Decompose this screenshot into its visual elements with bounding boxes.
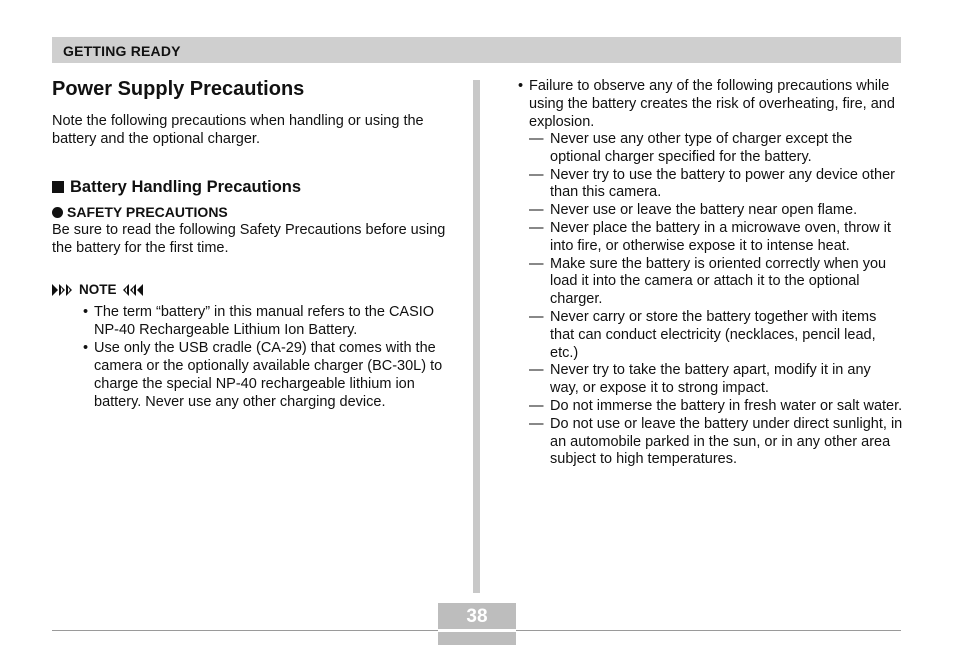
section-label: GETTING READY	[63, 43, 181, 59]
main-bullet-text: Failure to observe any of the following precautions while using the battery creates the risk of overheating, fire, and explosion.	[529, 78, 895, 130]
left-column	[52, 76, 457, 411]
circle-bullet-icon	[52, 207, 63, 218]
precaution-item	[518, 256, 903, 309]
note-heading	[52, 281, 457, 299]
precaution-item	[518, 167, 903, 203]
dash-mark: —	[529, 202, 544, 219]
safety-text: Be sure to read the following Safety Precautions before using the battery for the first time.	[52, 222, 446, 256]
safety-heading-label: SAFETY PRECAUTIONS	[67, 204, 228, 220]
safety-heading	[52, 203, 457, 221]
dash-mark: —	[529, 219, 544, 236]
page-number: 38	[466, 606, 488, 627]
intro-text: Note the following precautions when handling or using the battery and the optional charger.	[52, 113, 424, 147]
precaution-text: Never place the battery in a microwave oven, throw it into fire, or otherwise expose it to intense heat.	[550, 219, 891, 254]
note-label: NOTE	[79, 282, 117, 297]
precaution-text: Never try to use the battery to power any device other than this camera.	[550, 166, 895, 201]
bullet-mark: •	[83, 304, 89, 320]
dash-mark: —	[529, 397, 544, 414]
section-heading-label: Battery Handling Precautions	[70, 178, 302, 196]
section-heading	[52, 177, 457, 197]
header-bar	[52, 37, 901, 63]
precaution-item	[518, 202, 903, 220]
precaution-text: Do not immerse the battery in fresh water or salt water.	[550, 397, 903, 414]
page-title: Power Supply Precautions	[52, 78, 305, 100]
precaution-item	[518, 362, 903, 398]
note-arrows-left-icon	[121, 284, 143, 296]
bullet-mark: •	[83, 340, 89, 356]
note-list	[52, 303, 457, 411]
note-item-text: Use only the USB cradle (CA-29) that comes with the camera or the optionally available charger (BC-30L) to charge the special NP-40 rechargeable lithium ion battery. Never use any other charging device.	[94, 340, 443, 410]
dash-mark: —	[529, 131, 544, 147]
page-number-box	[438, 603, 516, 645]
dash-mark: —	[529, 255, 544, 272]
note-item-text: The term “battery” in this manual refers to the CASIO NP-40 Rechargeable Lithium Ion Battery.	[94, 304, 435, 338]
precaution-item	[518, 220, 903, 256]
precaution-text: Never carry or store the battery together with items that can conduct electricity (necklaces, pencil lead, etc.)	[550, 308, 877, 361]
bullet-mark: •	[518, 78, 524, 94]
dash-mark: —	[529, 308, 544, 325]
precaution-list	[518, 131, 903, 469]
precaution-text: Never use or leave the battery near open flame.	[550, 202, 858, 219]
column-divider	[473, 80, 480, 593]
precaution-item	[518, 309, 903, 362]
right-column	[518, 77, 903, 469]
note-item	[52, 339, 457, 411]
precaution-item	[518, 131, 903, 167]
note-arrows-right-icon	[52, 284, 74, 296]
precaution-text: Never try to take the battery apart, modify it in any way, or expose it to strong impact.	[550, 362, 871, 397]
dash-mark: —	[529, 362, 544, 379]
dash-mark: —	[529, 415, 544, 432]
dash-mark: —	[529, 166, 544, 183]
main-bullet-item	[518, 77, 903, 131]
precaution-item	[518, 398, 903, 416]
precaution-text: Never use any other type of charger except the optional charger specified for the battery.	[550, 131, 853, 165]
precaution-text: Make sure the battery is oriented correctly when you load it into the camera or attach it to the optional charger.	[550, 255, 887, 308]
precaution-text: Do not use or leave the battery under direct sunlight, in an automobile parked in the sun, or in any other area subject to high temperatures.	[550, 415, 903, 468]
square-bullet-icon	[52, 181, 64, 193]
note-item	[52, 303, 457, 339]
precaution-item	[518, 416, 903, 469]
